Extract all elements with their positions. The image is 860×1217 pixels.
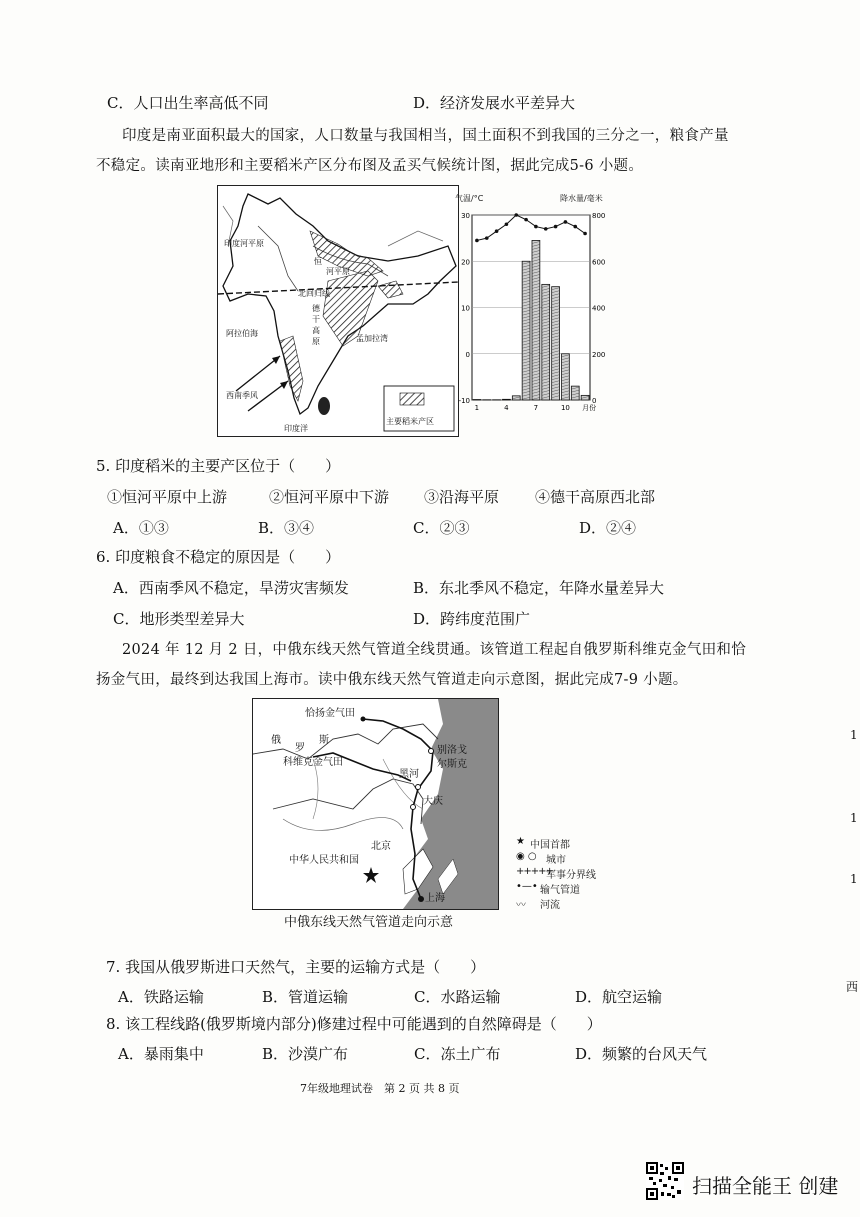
temp-point [544, 227, 548, 231]
map2-label-blago2: 尔斯克 [437, 759, 467, 770]
legend-river: 河流 [540, 900, 560, 911]
temp-point [534, 225, 538, 229]
x-tick-label: 4 [504, 404, 509, 412]
q5-item-2: ②恒河平原中下游 [269, 488, 390, 506]
left-tick-label: 0 [465, 350, 470, 359]
pipeline-legend [516, 836, 616, 916]
precip-bar [503, 399, 511, 400]
x-tick-label: 1 [474, 404, 480, 412]
south-asia-map [217, 185, 459, 437]
q6-option-c: C．地形类型差异大 [113, 610, 245, 628]
q5-item-3: ③沿海平原 [424, 488, 500, 506]
pipeline-map-drawing [253, 699, 498, 909]
climate-left-title: 气温/°C [455, 194, 484, 203]
temp-point [524, 218, 528, 222]
edge-mark-2: 1 [850, 811, 858, 825]
left-tick-label: 20 [461, 258, 470, 267]
qr-code-icon [646, 1162, 684, 1200]
edge-mark-3: 1 [850, 872, 858, 886]
q8-option-c: C．冻土广布 [414, 1045, 501, 1063]
map2-label-prc: 中华人民共和国 [289, 855, 359, 866]
map1-legend-label: 主要稻米产区 [386, 417, 434, 426]
right-tick-label: 0 [592, 397, 597, 405]
q8-stem: 8. 该工程线路(俄罗斯境内部分)修建过程中可能遇到的自然障碍是（ ） [106, 1015, 602, 1033]
right-tick-label: 400 [592, 304, 605, 313]
page-footer: 7年级地理试卷 第 2 页 共 8 页 [300, 1082, 460, 1095]
temp-point [475, 239, 479, 243]
right-tick-label: 800 [592, 212, 605, 220]
map2-label-chayanda: 恰扬金气田 [305, 708, 355, 719]
pipeline-map-caption: 中俄东线天然气管道走向示意 [284, 915, 454, 930]
map1-label-deccan3: 高 [312, 326, 320, 335]
passage1-line2: 不稳定。读南亚地形和主要稻米产区分布图及孟买气候统计图，据此完成5-6 小题。 [96, 158, 644, 174]
temp-point [554, 225, 558, 229]
q5-item-1: ①恒河平原中上游 [107, 488, 228, 506]
left-tick-label: -10 [458, 397, 470, 405]
map1-label-deccan2: 干 [312, 315, 320, 324]
map1-label-indus: 印度河平原 [224, 239, 264, 248]
temp-point [485, 236, 489, 240]
precip-bar [532, 240, 540, 400]
precip-bar [581, 395, 589, 400]
q6-stem: 6. 印度粮食不稳定的原因是（ ） [96, 548, 341, 566]
legend-pipeline: 输气管道 [540, 885, 580, 896]
left-tick-label: 30 [461, 212, 470, 220]
edge-mark-4: 西 [846, 980, 859, 994]
passage2-line2: 扬金气田，最终到达我国上海市。读中俄东线天然气管道走向示意图，据此完成7-9 小题。 [96, 672, 688, 688]
q5-option-d: D．②④ [579, 519, 637, 537]
q8-option-a: A．暴雨集中 [118, 1045, 204, 1063]
map2-label-russia1: 俄 [271, 735, 281, 746]
map2-label-shanghai: 上海 [425, 893, 445, 904]
x-tick-label: 10 [560, 404, 570, 412]
map1-label-ganges2: 河平原 [326, 267, 350, 276]
legend-capital: 中国首都 [530, 840, 570, 851]
legend-capital-icon: ★ [516, 836, 525, 847]
pipeline-map [252, 698, 499, 910]
q6-option-d: D．跨纬度范围广 [413, 610, 531, 628]
q7-option-a: A．铁路运输 [118, 988, 204, 1006]
q7-option-c: C．水路运输 [414, 988, 501, 1006]
map1-label-arabian: 阿拉伯海 [226, 329, 258, 338]
temp-point [495, 229, 499, 233]
map1-label-monsoon: 西南季风 [226, 391, 258, 400]
left-tick-label: 10 [461, 304, 470, 313]
q5-item-4: ④德干高原西北部 [535, 488, 656, 506]
map2-label-beijing: 北京 [371, 841, 391, 852]
temp-point [514, 213, 518, 217]
q5-option-c: C．②③ [413, 519, 470, 537]
legend-boundary: 军事分界线 [546, 870, 596, 881]
q5-option-b: B．③④ [258, 519, 315, 537]
temp-point [573, 225, 577, 229]
legend-city: 城市 [546, 855, 566, 866]
precip-bar [542, 284, 550, 400]
q4-option-c: C．人口出生率高低不同 [107, 94, 269, 112]
temp-point [505, 222, 509, 226]
q5-option-a: A．①③ [113, 519, 169, 537]
map2-label-russia2: 罗 [295, 743, 305, 754]
scanner-watermark: 扫描全能王 创建 [692, 1174, 839, 1198]
legend-pipeline-icon: •—• [516, 881, 538, 892]
temp-point [564, 220, 568, 224]
temp-point [583, 232, 587, 236]
climate-chart-svg [455, 203, 605, 413]
map1-label-deccan4: 原 [312, 337, 320, 346]
map1-label-deccan1: 德 [312, 304, 320, 313]
map2-label-kovykta: 科维克金气田 [283, 757, 343, 768]
map1-label-bengal: 孟加拉湾 [356, 334, 388, 343]
map1-label-ocean: 印度洋 [284, 424, 308, 433]
legend-river-icon: 〰 [516, 900, 526, 911]
passage1-line1: 印度是南亚面积最大的国家，人口数量与我国相当，国土面积不到我国的三分之一，粮食产量 [122, 128, 729, 144]
map1-label-ganges: 恒 [314, 257, 322, 266]
right-tick-label: 200 [592, 350, 605, 359]
legend-boundary-icon: +++++ [516, 866, 553, 877]
q7-stem: 7. 我国从俄罗斯进口天然气，主要的运输方式是（ ） [106, 958, 486, 976]
map1-label-tropic: 北回归线 [298, 289, 330, 298]
x-tick-label: 7 [533, 404, 539, 412]
q5-stem: 5. 印度稻米的主要产区位于（ ） [96, 457, 341, 475]
x-unit-label: 月份 [582, 404, 597, 412]
q7-option-d: D．航空运输 [575, 988, 663, 1006]
map2-label-blago: 别洛戈 [437, 745, 467, 756]
edge-mark-1: 1 [850, 728, 858, 742]
legend-city-icon: ◉ ○ [516, 851, 537, 862]
climate-right-title: 降水量/毫米 [560, 194, 603, 203]
passage2-line1: 2024 年 12 月 2 日，中俄东线天然气管道全线贯通。该管道工程起自俄罗斯科维克金气田和恰 [122, 642, 747, 658]
q8-option-d: D．频繁的台风天气 [575, 1045, 708, 1063]
climate-chart [455, 193, 605, 415]
q6-option-b: B．东北季风不稳定，年降水量差异大 [413, 579, 665, 597]
map2-label-russia3: 斯 [319, 735, 329, 746]
map2-label-daqing: 大庆 [423, 796, 443, 807]
q7-option-b: B．管道运输 [262, 988, 349, 1006]
map2-label-heihe: 黑河 [399, 769, 419, 780]
q4-option-d: D．经济发展水平差异大 [413, 94, 576, 112]
q8-option-b: B．沙漠广布 [262, 1045, 349, 1063]
q6-option-a: A．西南季风不稳定，旱涝灾害频发 [113, 579, 349, 597]
right-tick-label: 600 [592, 258, 605, 267]
